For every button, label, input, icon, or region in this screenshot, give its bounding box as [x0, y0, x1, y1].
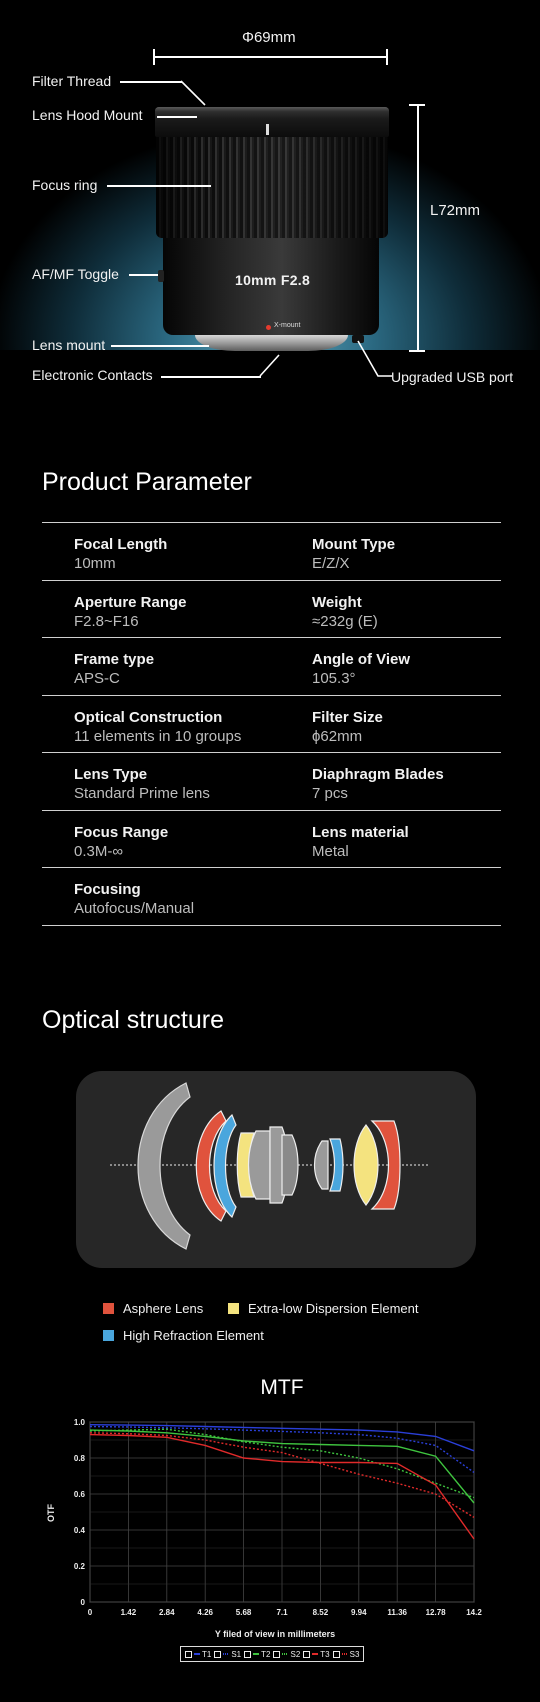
mtf-legend-label: S2: [290, 1649, 301, 1659]
param-row: [42, 695, 501, 753]
param-cell: [312, 594, 378, 631]
mtf-x-tick-label: 0: [87, 1608, 93, 1617]
param-cell: [74, 824, 168, 861]
mtf-legend-line-icon: [282, 1653, 288, 1655]
optical-diagram-panel: [76, 1071, 476, 1268]
param-cell: [312, 709, 383, 746]
callout-lens-mount: Lens mount: [32, 337, 106, 353]
mtf-legend-line-icon: [342, 1653, 348, 1655]
param-cell: [312, 536, 395, 573]
param-label: Mount Type: [312, 536, 396, 553]
lens-mount-flange: [195, 335, 348, 351]
param-label: Weight: [312, 593, 362, 611]
mtf-legend-line-icon: [194, 1653, 200, 1655]
mtf-y-tick-label: 0.8: [73, 1454, 85, 1463]
length-tick-top: [409, 104, 425, 106]
param-value: F2.8~F16: [74, 612, 139, 630]
callout-lens-hood-mount: Lens Hood Mount: [32, 107, 143, 123]
param-row: [42, 810, 501, 868]
lens-element-rear-1: [315, 1141, 329, 1189]
param-value: Autofocus/Manual: [74, 900, 195, 917]
callout-line: [356, 340, 394, 380]
mtf-legend-label: T2: [261, 1649, 271, 1659]
length-dimension-line: [417, 104, 419, 351]
param-label: Focusing: [74, 881, 141, 898]
param-value: 0.3M-∞: [74, 842, 124, 860]
param-label: Focal Length: [74, 536, 168, 553]
param-value: 105.3°: [312, 670, 356, 687]
length-label: L72mm: [430, 202, 481, 219]
mtf-x-tick-label: 14.2: [466, 1608, 482, 1617]
callout-line: [107, 185, 211, 187]
param-cell: [312, 766, 444, 803]
mtf-legend-marker-icon: [214, 1651, 221, 1658]
mtf-x-tick-label: 9.94: [351, 1608, 367, 1617]
lens-hero: [0, 0, 540, 420]
param-value: Metal: [312, 842, 349, 860]
length-tick-bottom: [409, 350, 425, 352]
mtf-legend-marker-icon: [273, 1651, 280, 1658]
mtf-xlabel: Y filed of view in millimeters: [214, 1629, 336, 1639]
param-label: Frame type: [74, 651, 155, 668]
hr-swatch: [103, 1330, 114, 1341]
optical-title: Optical structure: [42, 1006, 225, 1034]
callout-usb-port: Upgraded USB port: [391, 369, 514, 385]
lens-element-middle-3: [282, 1135, 298, 1195]
callout-af-mf-toggle: AF/MF Toggle: [32, 266, 119, 282]
callout-line: [120, 81, 182, 83]
param-label: Angle of View: [312, 651, 411, 668]
param-value: ≈232g (E): [312, 612, 378, 630]
mtf-legend-marker-icon: [244, 1651, 251, 1658]
mtf-legend-label: S1: [231, 1649, 242, 1659]
legend-hr-label: High Refraction Element: [123, 1328, 264, 1343]
param-value: APS-C: [74, 670, 120, 687]
mtf-legend-item: [214, 1650, 241, 1659]
callout-line: [161, 376, 261, 378]
mtf-y-tick-label: 0.4: [73, 1526, 85, 1535]
mtf-x-tick-label: 12.78: [425, 1608, 446, 1617]
mtf-legend-label: T3: [320, 1649, 330, 1659]
mtf-legend-item: [273, 1650, 300, 1659]
param-row: [42, 867, 501, 926]
mtf-legend: [180, 1646, 364, 1662]
mtf-x-tick-label: 1.42: [120, 1608, 137, 1617]
param-value: Standard Prime lens: [74, 785, 210, 802]
param-label: Diaphragm Blades: [312, 766, 444, 783]
legend-ed-label: Extra-low Dispersion Element: [248, 1301, 419, 1316]
ed-swatch: [228, 1303, 239, 1314]
mtf-x-tick-label: 7.1: [276, 1608, 288, 1617]
callout-line: [111, 345, 209, 347]
af-mf-toggle-switch: [158, 270, 164, 282]
mtf-chart: [0, 1408, 540, 1644]
param-label: Filter Size: [312, 708, 383, 726]
mtf-y-tick-label: 0: [80, 1598, 85, 1607]
mtf-legend-item: [185, 1650, 211, 1659]
mtf-x-tick-label: 5.68: [235, 1608, 252, 1617]
focus-ring: [156, 137, 388, 238]
mtf-legend-marker-icon: [303, 1651, 310, 1658]
param-value: E/Z/X: [312, 555, 350, 572]
mtf-grid: [90, 1422, 474, 1602]
mtf-legend-label: S3: [349, 1649, 360, 1659]
callout-line: [157, 116, 197, 118]
aspheric-swatch: [103, 1303, 114, 1314]
params-title: Product Parameter: [42, 468, 252, 496]
callout-line: [129, 274, 158, 276]
callout-electronic-contacts: Electronic Contacts: [32, 367, 153, 383]
legend-aspheric-label: Asphere Lens: [123, 1301, 204, 1316]
param-cell: [74, 536, 167, 573]
diameter-tick-left: [153, 49, 155, 65]
param-label: Focus Range: [74, 823, 169, 841]
mtf-legend-line-icon: [312, 1653, 318, 1655]
lens-element-front-meniscus: [138, 1083, 190, 1249]
mtf-y-tick-label: 0.6: [73, 1490, 85, 1499]
mtf-x-tick-label: 8.52: [312, 1608, 329, 1617]
param-cell: [312, 651, 410, 688]
legend-aspheric: [103, 1301, 203, 1316]
param-row: [42, 580, 501, 638]
param-cell: [74, 709, 241, 746]
lens-element-ed-2: [354, 1125, 378, 1205]
param-label: Aperture Range: [74, 593, 187, 611]
lens-element-middle-1: [249, 1131, 271, 1199]
mtf-legend-item: [244, 1650, 270, 1659]
lens-hood-rim: [155, 107, 389, 137]
params-table: [42, 522, 501, 926]
diameter-dimension-line: [153, 56, 387, 58]
param-label: Lens Type: [74, 766, 148, 783]
callout-filter-thread: Filter Thread: [32, 73, 112, 89]
mtf-legend-marker-icon: [333, 1651, 340, 1658]
lens-model-print: 10mm F2.8: [235, 272, 311, 288]
param-row: [42, 752, 501, 810]
mtf-y-tick-label: 0.2: [73, 1562, 85, 1571]
diameter-tick-right: [386, 49, 388, 65]
mtf-legend-line-icon: [223, 1653, 229, 1655]
mount-dot-icon: [266, 325, 271, 330]
param-cell: [74, 594, 187, 631]
mtf-title: MTF: [260, 1376, 304, 1399]
mtf-x-tick-label: 11.36: [387, 1608, 407, 1617]
optical-diagram: [76, 1071, 476, 1268]
callout-focus-ring: Focus ring: [32, 177, 98, 193]
lens-index-mark: [266, 124, 269, 135]
mtf-ylabel: OTF: [46, 1504, 56, 1522]
param-cell: [74, 651, 154, 688]
mtf-x-tick-label: 2.84: [159, 1608, 175, 1617]
param-row: [42, 637, 501, 695]
param-value: ϕ62mm: [312, 727, 363, 745]
mtf-legend-item: [333, 1650, 360, 1659]
param-cell: [74, 766, 210, 803]
mtf-legend-line-icon: [253, 1653, 259, 1655]
callout-line: [180, 80, 210, 110]
param-value: 11 elements in 10 groups: [74, 727, 242, 745]
diameter-label: Φ69mm: [242, 29, 296, 46]
param-cell: [74, 881, 194, 918]
mtf-x-tick-label: 4.26: [197, 1608, 213, 1617]
mtf-legend-item: [303, 1650, 329, 1659]
param-label: Lens material: [312, 823, 409, 841]
param-value: 10mm: [74, 555, 116, 572]
mount-brand-print: X-mount: [274, 322, 301, 329]
legend-hr: [103, 1328, 264, 1343]
mtf-legend-label: T1: [202, 1649, 212, 1659]
legend-ed: [228, 1301, 419, 1316]
mtf-y-tick-label: 1.0: [73, 1418, 85, 1427]
param-label: Optical Construction: [74, 708, 223, 726]
param-value: 7 pcs: [312, 785, 348, 802]
callout-line: [259, 354, 289, 378]
param-row: [42, 522, 501, 580]
mtf-legend-marker-icon: [185, 1651, 192, 1658]
param-cell: [312, 824, 409, 861]
